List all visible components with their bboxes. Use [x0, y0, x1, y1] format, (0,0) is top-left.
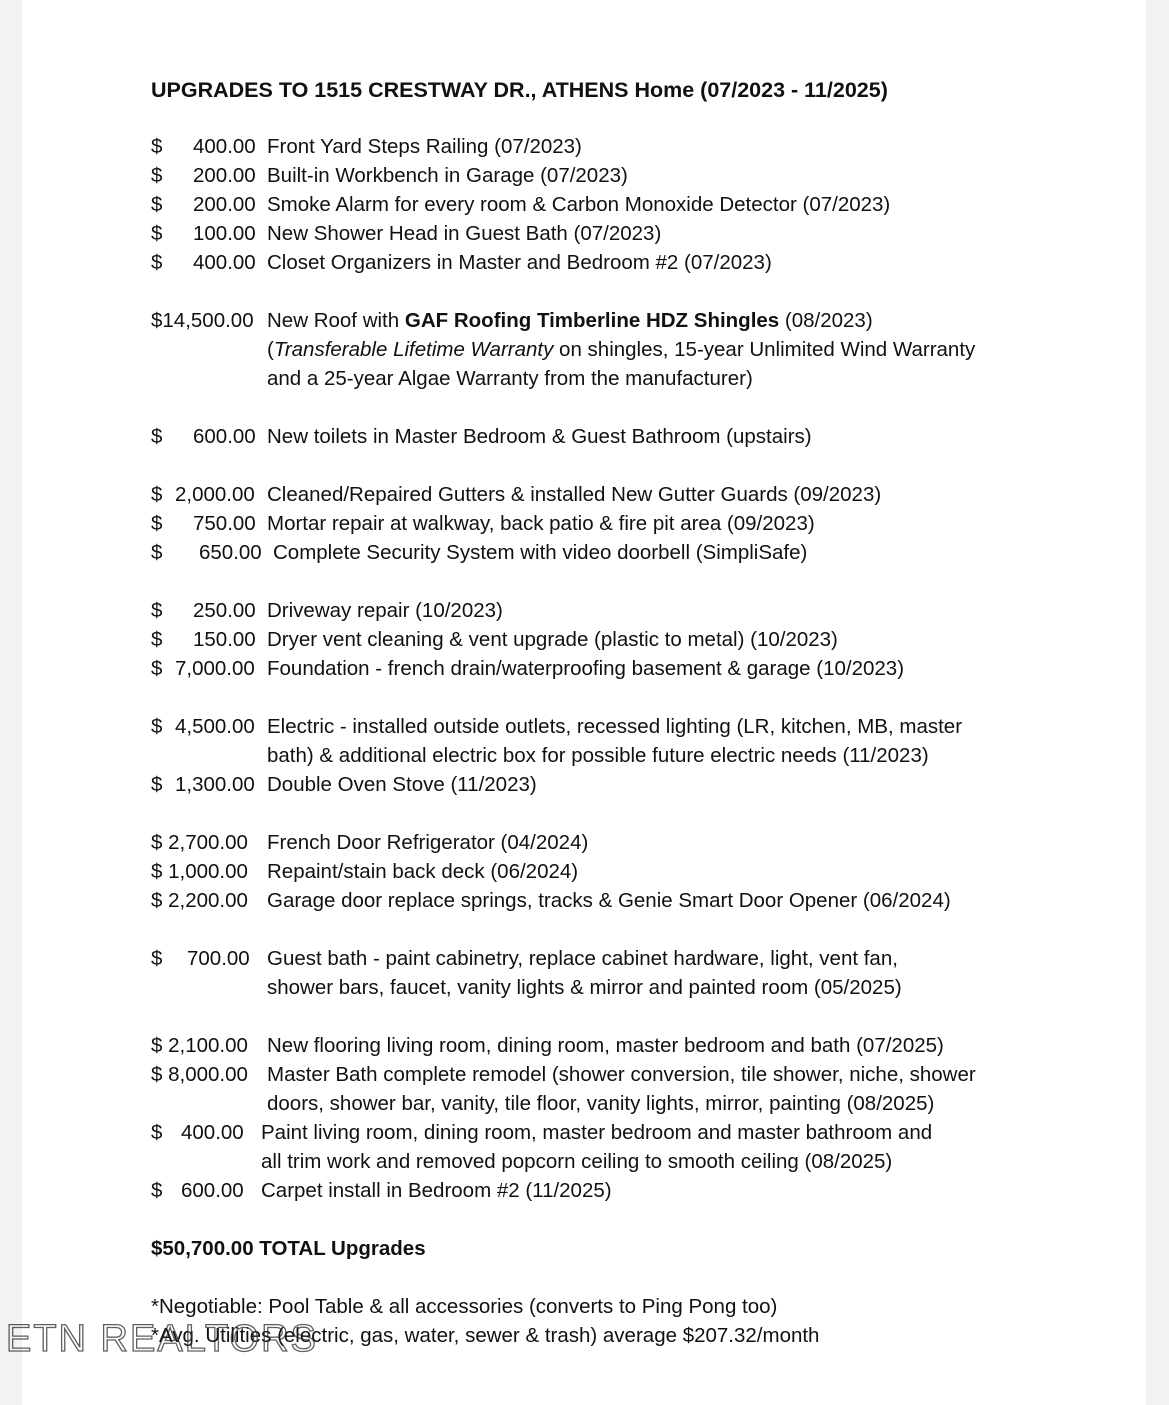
list-item: [151, 1176, 1051, 1205]
list-item: [151, 248, 1051, 277]
spacer: [151, 277, 1051, 306]
desc-text: New Roof with: [267, 309, 400, 332]
desc-text: on shingles, 15-year Unlimited Wind Warranty: [559, 338, 976, 361]
item-description: and a 25-year Algae Warranty from the manufacturer): [267, 367, 753, 390]
dollar-sign: $: [151, 164, 163, 187]
amount: $14,500.00: [151, 309, 254, 332]
list-item: [151, 1031, 1051, 1060]
item-description: New Shower Head in Guest Bath (07/2023): [267, 222, 662, 245]
list-item: [151, 886, 1051, 915]
list-item: [151, 538, 1051, 567]
list-item: [151, 625, 1051, 654]
amount: 200.00: [193, 164, 256, 187]
amount: 2,000.00: [175, 483, 255, 506]
paren: (: [267, 338, 274, 361]
amount: 150.00: [193, 628, 256, 651]
item-description: Guest bath - paint cabinetry, replace cabinet hardware, light, vent fan,: [267, 947, 898, 970]
desc-bold: GAF Roofing Timberline HDZ Shingles: [404, 309, 780, 332]
list-item: [151, 161, 1051, 190]
item-description: [267, 306, 873, 335]
amount: $ 1,000.00: [151, 860, 248, 883]
page-title: UPGRADES TO 1515 CRESTWAY DR., ATHENS Home (07/2023 - 11/2025): [151, 78, 888, 102]
item-description: shower bars, faucet, vanity lights & mirror and painted room (05/2025): [267, 976, 902, 999]
item-description: Carpet install in Bedroom #2 (11/2025): [261, 1179, 612, 1202]
list-item: [151, 509, 1051, 538]
item-description: Electric - installed outside outlets, recessed lighting (LR, kitchen, MB, master: [267, 715, 963, 738]
amount: 250.00: [193, 599, 256, 622]
total-upgrades: $50,700.00 TOTAL Upgrades: [151, 1237, 426, 1260]
amount: 600.00: [181, 1179, 244, 1202]
list-item: [151, 944, 1051, 973]
list-item: [151, 857, 1051, 886]
list-item: [151, 132, 1051, 161]
item-description: all trim work and removed popcorn ceiling to smooth ceiling (08/2025): [261, 1150, 893, 1173]
list-item: [151, 480, 1051, 509]
item-description: Driveway repair (10/2023): [267, 599, 503, 622]
dollar-sign: $: [151, 512, 163, 535]
spacer: [151, 799, 1051, 828]
dollar-sign: $: [151, 628, 163, 651]
amount: $ 2,700.00: [151, 831, 248, 854]
item-description: Repaint/stain back deck (06/2024): [267, 860, 579, 883]
item-description: doors, shower bar, vanity, tile floor, vanity lights, mirror, painting (08/2025): [267, 1092, 935, 1115]
item-description: New flooring living room, dining room, master bedroom and bath (07/2025): [267, 1034, 944, 1057]
spacer: [151, 683, 1051, 712]
item-description: Garage door replace springs, tracks & Genie Smart Door Opener (06/2024): [267, 889, 951, 912]
spacer: [151, 1263, 1051, 1292]
amount: 750.00: [193, 512, 256, 535]
item-description: Paint living room, dining room, master bedroom and master bathroom and: [261, 1121, 933, 1144]
item-description: bath) & additional electric box for possible future electric needs (11/2023): [267, 744, 929, 767]
amount: 400.00: [181, 1121, 244, 1144]
list-item: [151, 828, 1051, 857]
dollar-sign: $: [151, 135, 163, 158]
amount: 100.00: [193, 222, 256, 245]
spacer: [151, 1205, 1051, 1234]
list-item-continued: [151, 1089, 1051, 1118]
item-description: New toilets in Master Bedroom & Guest Bathroom (upstairs): [267, 425, 812, 448]
item-description: Master Bath complete remodel (shower conversion, tile shower, niche, shower: [267, 1063, 976, 1086]
list-item: [151, 1118, 1051, 1147]
list-item: [151, 1060, 1051, 1089]
amount: 200.00: [193, 193, 256, 216]
list-item-continued: [151, 973, 1051, 1002]
item-description: Mortar repair at walkway, back patio & fire pit area (09/2023): [267, 512, 815, 535]
desc-date: (08/2023): [784, 309, 873, 332]
list-item-roof-continued: [151, 335, 1051, 364]
amount: 600.00: [193, 425, 256, 448]
watermark-logo: ETN REALTORS: [6, 1318, 318, 1360]
list-item: [151, 654, 1051, 683]
note-utilities: *Avg. Utilities (electric, gas, water, sewer & trash) average $207.32/month: [151, 1324, 820, 1347]
list-item: [151, 770, 1051, 799]
dollar-sign: $: [151, 715, 163, 738]
dollar-sign: $: [151, 657, 163, 680]
list-item-continued: [151, 1147, 1051, 1176]
list-item: [151, 422, 1051, 451]
item-description: French Door Refrigerator (04/2024): [267, 831, 589, 854]
amount: 650.00: [199, 541, 262, 564]
dollar-sign: $: [151, 541, 163, 564]
list-item: [151, 712, 1051, 741]
amount: $ 2,100.00: [151, 1034, 248, 1057]
amount: 700.00: [187, 947, 250, 970]
spacer: [151, 915, 1051, 944]
list-item: [151, 219, 1051, 248]
item-description: Foundation - french drain/waterproofing basement & garage (10/2023): [267, 657, 905, 680]
item-description: Dryer vent cleaning & vent upgrade (plastic to metal) (10/2023): [267, 628, 838, 651]
dollar-sign: $: [151, 1179, 163, 1202]
amount: $ 2,200.00: [151, 889, 248, 912]
amount: 1,300.00: [175, 773, 255, 796]
dollar-sign: $: [151, 222, 163, 245]
spacer: [151, 451, 1051, 480]
list-item-continued: [151, 741, 1051, 770]
desc-italic: Transferable Lifetime Warranty: [273, 338, 554, 361]
dollar-sign: $: [151, 947, 163, 970]
amount: 7,000.00: [175, 657, 255, 680]
note-negotiable: *Negotiable: Pool Table & all accessories (converts to Ping Pong too): [151, 1295, 778, 1318]
item-description: Closet Organizers in Master and Bedroom #2 (07/2023): [267, 251, 772, 274]
amount: 400.00: [193, 251, 256, 274]
dollar-sign: $: [151, 1121, 163, 1144]
document-page: [22, 0, 1146, 1405]
item-description: Front Yard Steps Railing (07/2023): [267, 135, 582, 158]
dollar-sign: $: [151, 193, 163, 216]
item-description: Double Oven Stove (11/2023): [267, 773, 537, 796]
spacer: [151, 1002, 1051, 1031]
list-item-roof: [151, 306, 1051, 335]
dollar-sign: $: [151, 773, 163, 796]
spacer: [151, 393, 1051, 422]
list-item: [151, 190, 1051, 219]
item-description: Cleaned/Repaired Gutters & installed New Gutter Guards (09/2023): [267, 483, 882, 506]
spacer: [151, 567, 1051, 596]
item-description: [267, 335, 975, 364]
dollar-sign: $: [151, 599, 163, 622]
amount: 400.00: [193, 135, 256, 158]
amount: $ 8,000.00: [151, 1063, 248, 1086]
document-body: [151, 76, 1051, 1350]
amount: 4,500.00: [175, 715, 255, 738]
item-description: Complete Security System with video doorbell (SimpliSafe): [273, 541, 808, 564]
dollar-sign: $: [151, 483, 163, 506]
list-item: [151, 596, 1051, 625]
dollar-sign: $: [151, 425, 163, 448]
list-item-roof-continued: [151, 364, 1051, 393]
dollar-sign: $: [151, 251, 163, 274]
item-description: Smoke Alarm for every room & Carbon Monoxide Detector (07/2023): [267, 193, 891, 216]
item-description: Built-in Workbench in Garage (07/2023): [267, 164, 628, 187]
